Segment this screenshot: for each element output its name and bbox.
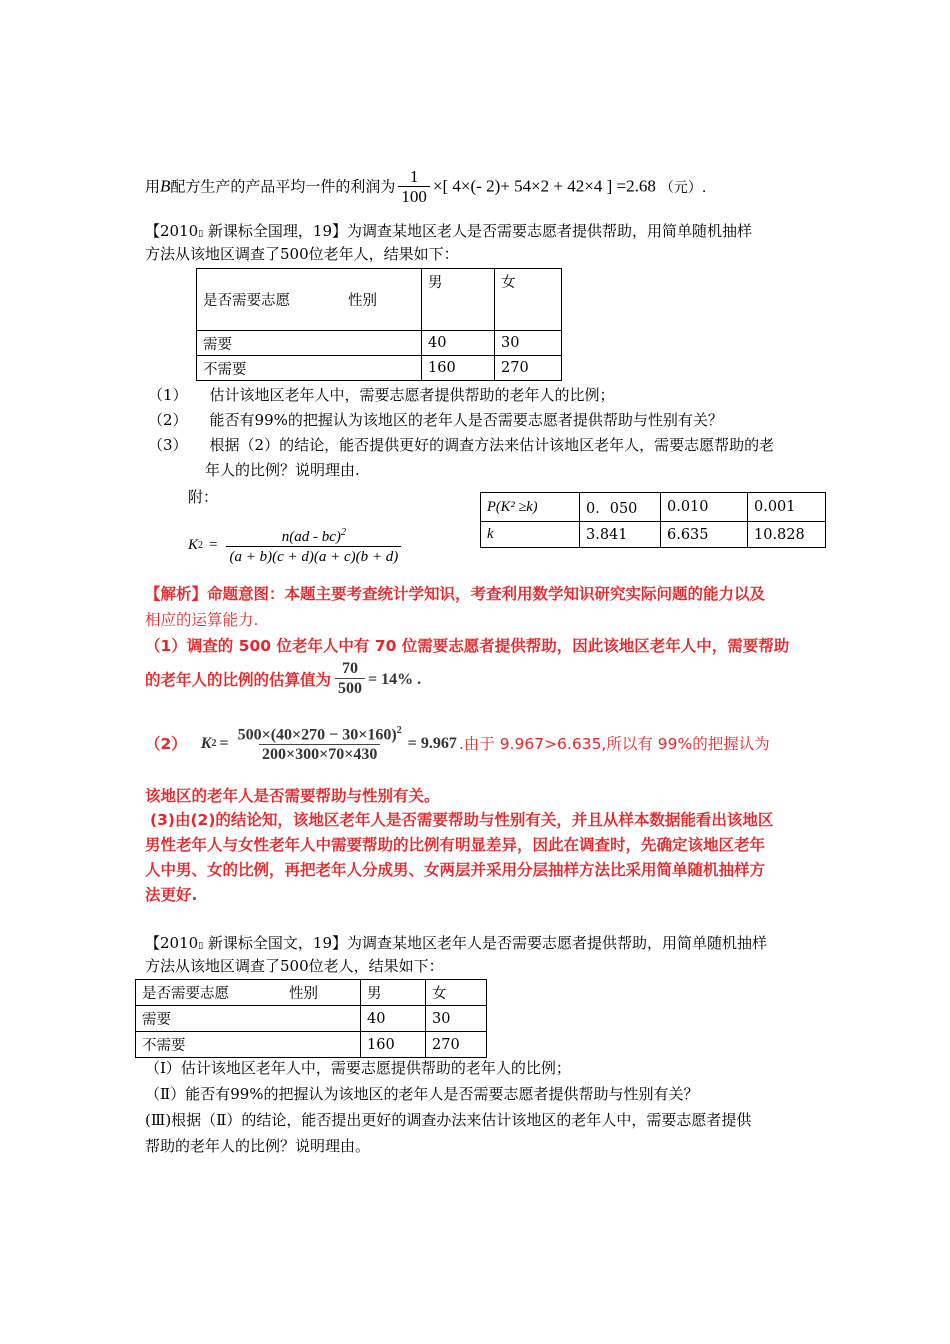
- problem1-table: [196, 268, 562, 381]
- formula-fraction: [226, 524, 401, 567]
- problem1-source: 【2010: [145, 222, 199, 240]
- row-male: 160: [361, 1032, 426, 1058]
- row-female: 270: [426, 1032, 487, 1058]
- solution-part1-line1: （1）调查的 500 位老年人中有 70 位需要志愿者提供帮助，因此该地区老年人中，需要帮助: [145, 637, 790, 655]
- pk-k-value: 10.828: [748, 522, 826, 548]
- pk-k-value: 3.841: [580, 522, 661, 548]
- profit-line: [145, 168, 706, 207]
- part1-end: .: [417, 670, 422, 688]
- part2-fraction: [235, 722, 405, 765]
- part2-num-wrap: $500\times(40\times 270 - 30\times 160)^2$: [237, 725, 402, 744]
- part2-den: 200×300×70×430: [259, 744, 380, 765]
- part1-result: = 14%: [368, 670, 414, 688]
- pk-p-value: 0.010: [661, 493, 748, 522]
- table-row: [136, 1006, 487, 1032]
- row-female: 270: [495, 356, 562, 381]
- pk-table: [480, 492, 826, 548]
- q-text: 估计该地区老年人中，需要志愿者提供帮助的老年人的比例；: [209, 386, 615, 404]
- solution-intro1: 【解析】命题意图：本题主要考查统计学知识，考查利用数学知识研究实际问题的能力以及: [145, 585, 766, 603]
- part2-prefix: （2）: [145, 734, 187, 753]
- problem2-header-cell: [136, 980, 361, 1006]
- part2-text: .由于 9.967>6.635,所以有 99%的把握认为: [458, 734, 770, 753]
- pk-k-value: 6.635: [661, 522, 748, 548]
- problem2-source-rest: 新课标全国文，19】为调查某地区老年人是否需要志愿者提供帮助，用简单随机抽样: [207, 934, 768, 952]
- table-row: [136, 1032, 487, 1058]
- table-row: [197, 356, 562, 381]
- problem1-col-female: 女: [495, 269, 562, 331]
- part1-frac-num: 70: [342, 660, 359, 677]
- formula-den: (a + b)(c + d)(a + c)(b + d): [226, 546, 401, 567]
- problem1-header-gender: 性别: [348, 293, 377, 309]
- part2-num: 500×(40×270 − 30×160): [237, 726, 397, 744]
- solution-part1-line2: [145, 660, 421, 699]
- q-text: 能否有99%的把握认为该地区的老年人是否需要志愿者提供帮助与性别有关？: [209, 411, 723, 429]
- formula-num-wrap: n(ad - bc)$^2$: [281, 527, 346, 545]
- solution-part2: （2） K 2 = $\frac{500\times(40\times 270 - 30\times 160)^2}{200\times 300\times 70\times 430}$ = 9.967 .由于 9.967>6.635,所以有 99%的把握认为: [145, 722, 770, 765]
- part1-frac-den: 500: [335, 678, 365, 699]
- solution-part2-line2: 该地区的老年人是否需要帮助与性别有关。: [145, 787, 440, 805]
- problem2-line2: 方法从该地区调查了500位老人，结果如下：: [145, 957, 444, 975]
- solution-part3-line2: 男性老年人与女性老年人中需要帮助的比例有明显差异，因此在调查时，先确定该地区老年: [145, 836, 766, 854]
- appendix-label: 附：: [188, 488, 219, 506]
- q-text: 根据（2）的结论，能否提供更好的调查方法来估计该地区老年人，需要志愿帮助的老: [209, 436, 775, 454]
- row-male: 160: [422, 356, 495, 381]
- problem2-q1: （Ⅰ）估计该地区老年人中，需要志愿提供帮助的老年人的比例；: [145, 1059, 571, 1077]
- part2-lhs: K: [200, 734, 212, 752]
- problem2-col-male: 男: [361, 980, 426, 1006]
- q-num: （1）: [148, 386, 188, 404]
- q-num: （2）: [148, 411, 188, 429]
- row-label: 需要: [136, 1006, 361, 1032]
- pk-p-value: 0.001: [748, 493, 826, 522]
- problem1-q3-cont: 年人的比例？说明理由.: [205, 461, 360, 479]
- problem2-table: [135, 979, 487, 1058]
- problem2-q3: (Ⅲ)根据（Ⅱ）的结论，能否提出更好的调查办法来估计该地区的老年人中，需要志愿者提供: [145, 1111, 752, 1129]
- problem2-q2: （Ⅱ）能否有99%的把握认为该地区的老年人是否需要志愿者提供帮助与性别有关？: [145, 1085, 699, 1103]
- q-num: （3）: [148, 436, 188, 454]
- row-label: 不需要: [136, 1032, 361, 1058]
- part1-prefix: 的老年人的比例的估算值为: [145, 670, 332, 689]
- row-male: 40: [422, 331, 495, 356]
- solution-part3-line3: 人中男、女的比例，再把老年人分成男、女两层并采用分层抽样方法比采用简单随机抽样方: [145, 861, 766, 879]
- problem1-header-cell: [197, 269, 422, 331]
- row-female: 30: [426, 1006, 487, 1032]
- solution-part3-line1: (3)由(2)的结论知，该地区老年人是否需要帮助与性别有关，并且从样本数据能看出该地区: [150, 811, 774, 829]
- pk-row1-label: P(K² ≥k): [481, 493, 580, 522]
- k2-formula: K 2 = $\frac{n(ad - bc)^2}{(a + b)(c + d)(a + c)(b + d)}$: [188, 524, 404, 567]
- problem2-header-gender: 性别: [289, 986, 318, 1002]
- problem1-line2: 方法从该地区调查了500位老年人，结果如下：: [145, 245, 459, 263]
- profit-frac-num: 1: [409, 167, 419, 186]
- profit-fraction: [398, 168, 430, 207]
- row-female: 30: [495, 331, 562, 356]
- pk-row2-label: k: [481, 522, 580, 548]
- problem1-col-male: 男: [422, 269, 495, 331]
- part2-result: = 9.967: [407, 734, 457, 752]
- pk-p-value: 0．050: [580, 493, 661, 522]
- row-label: 不需要: [197, 356, 422, 381]
- profit-var: B: [160, 176, 171, 196]
- formula-lhs: K: [188, 537, 199, 553]
- row-label: 需要: [197, 331, 422, 356]
- row-male: 40: [361, 1006, 426, 1032]
- profit-unit: （元）.: [659, 179, 707, 196]
- table-row: [197, 331, 562, 356]
- problem2-q3-cont: 帮助的老年人的比例？说明理由。: [145, 1137, 371, 1155]
- problem1-source-line: 【2010▯ 新课标全国理，19】为调查某地区老人是否需要志愿者提供帮助，用简单随机抽样: [145, 222, 753, 240]
- problem1-q2: [148, 409, 723, 431]
- problem2-header-left: 是否需要志愿: [142, 986, 229, 1002]
- formula-num: n(ad - bc): [281, 529, 341, 545]
- problem1-q3: [148, 434, 774, 456]
- profit-expr: ×[ 4×(- 2)+ 54×2 + 42×4 ] =2.68: [432, 176, 656, 196]
- problem2-source: 【2010: [145, 934, 199, 952]
- profit-prefix: 用: [145, 177, 161, 196]
- problem1-header-left: 是否需要志愿: [203, 293, 290, 309]
- profit-text: 配方生产的产品平均一件的利润为: [170, 177, 396, 196]
- part1-fraction: [335, 660, 365, 699]
- solution-intro2: 相应的运算能力.: [145, 611, 259, 629]
- problem2-source-line: 【2010▯ 新课标全国文，19】为调查某地区老年人是否需要志愿者提供帮助，用简单随机抽样: [145, 934, 768, 952]
- solution-part3-line4: 法更好.: [145, 886, 198, 904]
- problem1-source-rest: 新课标全国理，19】为调查某地区老人是否需要志愿者提供帮助，用简单随机抽样: [207, 222, 753, 240]
- problem2-col-female: 女: [426, 980, 487, 1006]
- profit-frac-den: 100: [398, 186, 430, 207]
- problem1-q1: [148, 384, 615, 406]
